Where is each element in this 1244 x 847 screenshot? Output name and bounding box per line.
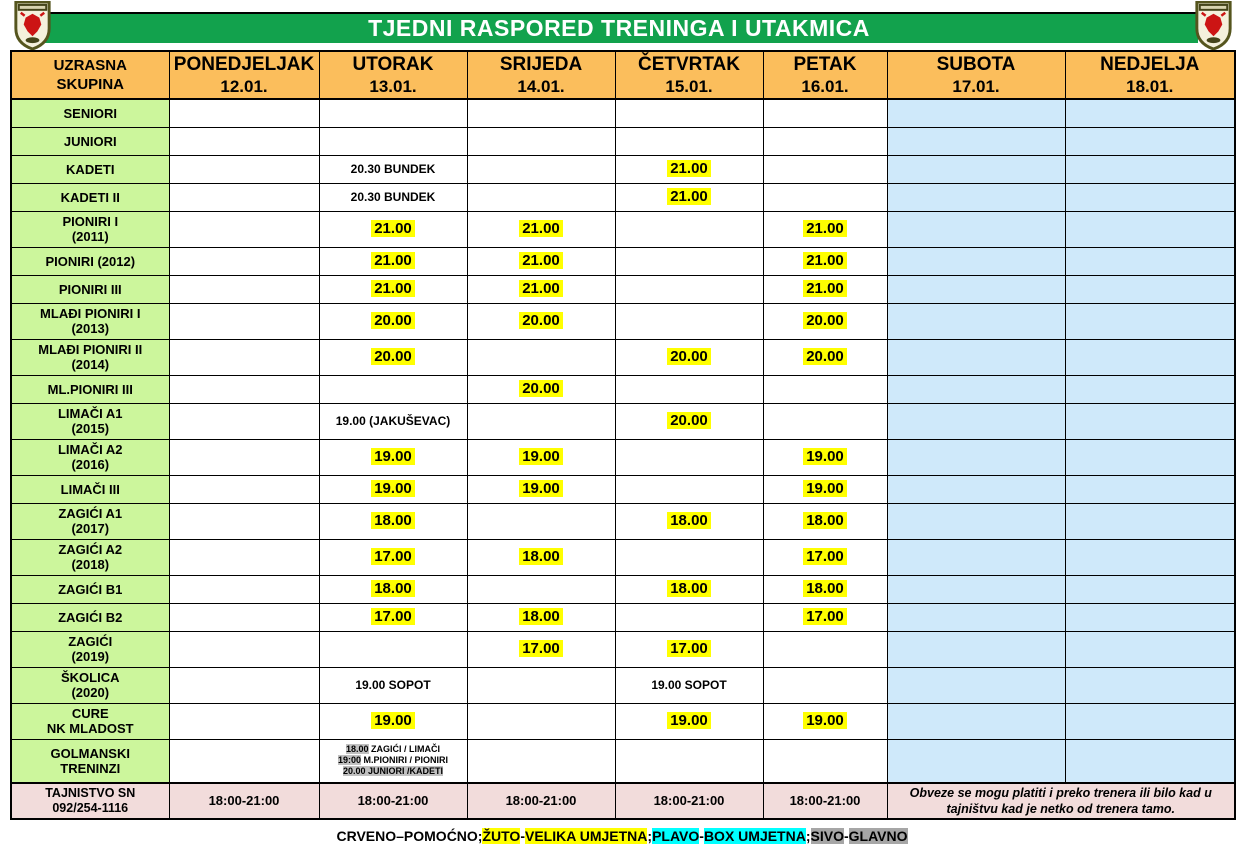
group-label: CURE NK MLADOST: [11, 703, 169, 739]
schedule-cell: [615, 667, 763, 703]
day-name: ČETVRTAK: [637, 54, 741, 75]
schedule-cell: [887, 375, 1065, 403]
time-highlighted: 21.00: [667, 160, 711, 177]
time-highlighted: 17.00: [371, 608, 415, 625]
schedule-cell: [319, 575, 467, 603]
time-highlighted: 21.00: [519, 280, 563, 297]
day-header: [763, 51, 887, 99]
time-highlighted: 21.00: [519, 252, 563, 269]
day-date: 15.01.: [665, 77, 713, 96]
schedule-cell: [887, 211, 1065, 247]
schedule-cell: [1065, 575, 1235, 603]
schedule-cell: [1065, 703, 1235, 739]
secretariat-hours-cell: 18:00-21:00: [169, 783, 319, 819]
schedule-cell: [763, 99, 887, 127]
schedule-cell: [887, 247, 1065, 275]
schedule-cell: [169, 155, 319, 183]
group-label: GOLMANSKI TRENINZI: [11, 739, 169, 783]
schedule-cell: [319, 503, 467, 539]
group-label: SENIORI: [11, 99, 169, 127]
day-header: [319, 51, 467, 99]
schedule-cell: [169, 99, 319, 127]
schedule-cell: [1065, 403, 1235, 439]
day-header: [169, 51, 319, 99]
time-highlighted: 21.00: [803, 280, 847, 297]
secretariat-hours-cell: 18:00-21:00: [615, 783, 763, 819]
schedule-cell: [467, 155, 615, 183]
schedule-cell: [763, 183, 887, 211]
schedule-cell: [763, 303, 887, 339]
schedule-cell: [319, 211, 467, 247]
group-row: [11, 503, 1235, 539]
schedule-cell: 18.00 ZAGIĆI / LIMAČI 19:00 M.PIONIRI / PIONIRI 20.00 JUNIORI /KADETI: [319, 739, 467, 783]
schedule-cell: [887, 127, 1065, 155]
schedule-cell: [169, 475, 319, 503]
schedule-cell: [763, 475, 887, 503]
schedule-cell: [1065, 375, 1235, 403]
schedule-cell: [169, 439, 319, 475]
day-date: 17.01.: [952, 77, 1000, 96]
title-bar: [40, 12, 1198, 43]
schedule-cell: [615, 603, 763, 631]
schedule-cell: [615, 739, 763, 783]
schedule-cell: [467, 375, 615, 403]
time-highlighted: 20.00: [803, 312, 847, 329]
schedule-cell: [467, 339, 615, 375]
schedule-cell: [615, 575, 763, 603]
group-row: [11, 211, 1235, 247]
group-label: ZAGIĆI B2: [11, 603, 169, 631]
time-highlighted: 19.00: [803, 480, 847, 497]
schedule-cell: [887, 99, 1065, 127]
schedule-cell: [763, 539, 887, 575]
schedule-cell: [467, 439, 615, 475]
schedule-cell: [887, 603, 1065, 631]
schedule-table: [10, 50, 1236, 820]
schedule-cell: [615, 375, 763, 403]
schedule-cell: [467, 303, 615, 339]
schedule-cell: [763, 403, 887, 439]
group-row: [11, 703, 1235, 739]
schedule-cell: [319, 475, 467, 503]
schedule-cell: [467, 667, 615, 703]
time-highlighted: 21.00: [519, 220, 563, 237]
group-row: [11, 403, 1235, 439]
schedule-cell: [615, 183, 763, 211]
schedule-cell: [169, 183, 319, 211]
schedule-cell: [615, 503, 763, 539]
group-label: JUNIORI: [11, 127, 169, 155]
schedule-cell: [467, 275, 615, 303]
schedule-cell: [1065, 99, 1235, 127]
time-highlighted: 19.00: [371, 448, 415, 465]
schedule-cell: [467, 99, 615, 127]
schedule-cell: [763, 667, 887, 703]
group-row: [11, 739, 1235, 783]
schedule-cell: [615, 339, 763, 375]
club-crest-logo-right: [1190, 1, 1237, 50]
group-label: ZAGIĆI A1 (2017): [11, 503, 169, 539]
time-highlighted: 19.00: [371, 712, 415, 729]
schedule-cell: [319, 403, 467, 439]
group-label: KADETI II: [11, 183, 169, 211]
day-name: SRIJEDA: [499, 54, 583, 75]
time-highlighted: 19.00: [371, 480, 415, 497]
schedule-cell: [1065, 503, 1235, 539]
group-label: ML.PIONIRI III: [11, 375, 169, 403]
group-row: [11, 631, 1235, 667]
schedule-cell: [763, 439, 887, 475]
time-highlighted: 17.00: [803, 608, 847, 625]
schedule-cell: [887, 539, 1065, 575]
schedule-cell: [169, 211, 319, 247]
group-row: [11, 99, 1235, 127]
schedule-cell: [763, 247, 887, 275]
schedule-cell: [615, 703, 763, 739]
schedule-cell: [763, 339, 887, 375]
group-row: [11, 667, 1235, 703]
schedule-cell: [467, 503, 615, 539]
group-row: [11, 375, 1235, 403]
schedule-cell: [887, 503, 1065, 539]
secretariat-hours-cell: 18:00-21:00: [763, 783, 887, 819]
day-name: NEDJELJA: [1100, 54, 1200, 75]
top-banner: [0, 0, 1244, 50]
group-label: LIMAČI III: [11, 475, 169, 503]
time-highlighted: 21.00: [803, 220, 847, 237]
schedule-cell: [763, 703, 887, 739]
time-highlighted: 21.00: [371, 220, 415, 237]
day-header: [467, 51, 615, 99]
group-row: [11, 539, 1235, 575]
schedule-cell: [1065, 127, 1235, 155]
group-label: ZAGIĆI A2 (2018): [11, 539, 169, 575]
day-date: 13.01.: [369, 77, 417, 96]
schedule-cell: [1065, 667, 1235, 703]
schedule-cell: [1065, 603, 1235, 631]
schedule-cell: [763, 211, 887, 247]
group-label: MLAĐI PIONIRI II (2014): [11, 339, 169, 375]
time-highlighted: 20.00: [371, 348, 415, 365]
schedule-cell: [887, 575, 1065, 603]
schedule-cell: [319, 155, 467, 183]
schedule-cell: [615, 303, 763, 339]
group-label: LIMAČI A1 (2015): [11, 403, 169, 439]
schedule-cell: [169, 503, 319, 539]
day-name: PETAK: [793, 54, 857, 75]
group-row: [11, 603, 1235, 631]
day-date: 14.01.: [517, 77, 565, 96]
schedule-cell: [763, 631, 887, 667]
time-highlighted: 18.00: [519, 548, 563, 565]
secretariat-hours-cell: 18:00-21:00: [319, 783, 467, 819]
legend-segment: ;: [805, 828, 811, 844]
schedule-cell: [467, 127, 615, 155]
schedule-cell: [1065, 275, 1235, 303]
schedule-cell: [467, 183, 615, 211]
time-highlighted: 18.00: [667, 580, 711, 597]
day-header-row: [11, 51, 1235, 99]
corner-header: [11, 51, 169, 99]
schedule-cell: [319, 667, 467, 703]
schedule-cell: [169, 303, 319, 339]
schedule-cell: [887, 439, 1065, 475]
secretariat-row: [11, 783, 1235, 819]
schedule-cell: [615, 155, 763, 183]
schedule-cell: [319, 539, 467, 575]
schedule-cell: [467, 631, 615, 667]
schedule-cell: [615, 127, 763, 155]
schedule-cell: [1065, 155, 1235, 183]
day-date: 18.01.: [1126, 77, 1174, 96]
schedule-cell: [615, 475, 763, 503]
schedule-cell: [319, 703, 467, 739]
group-label: LIMAČI A2 (2016): [11, 439, 169, 475]
time-highlighted: 19.00: [803, 712, 847, 729]
group-row: [11, 155, 1235, 183]
legend-segment: -: [843, 828, 849, 844]
group-label: MLAĐI PIONIRI I (2013): [11, 303, 169, 339]
day-header: [887, 51, 1065, 99]
schedule-cell: [763, 127, 887, 155]
legend-segment: PLAVO: [652, 828, 700, 844]
schedule-cell: [319, 183, 467, 211]
time-highlighted: 21.00: [667, 188, 711, 205]
schedule-cell: [763, 155, 887, 183]
group-label: PIONIRI III: [11, 275, 169, 303]
schedule-cell: [615, 403, 763, 439]
schedule-cell: [887, 303, 1065, 339]
schedule-cell: [169, 403, 319, 439]
group-row: [11, 475, 1235, 503]
schedule-body: [11, 99, 1235, 819]
time-highlighted: 17.00: [371, 548, 415, 565]
schedule-cell: [763, 603, 887, 631]
secretariat-label: TAJNISTVO SN 092/254-1116: [11, 783, 169, 819]
schedule-cell: [615, 275, 763, 303]
schedule-cell: [169, 575, 319, 603]
time-highlighted: 20.00: [667, 348, 711, 365]
time-highlighted: 18.00: [803, 580, 847, 597]
group-label: KADETI: [11, 155, 169, 183]
corner-header-line2: SKUPINA: [56, 76, 124, 93]
day-name: UTORAK: [352, 54, 434, 75]
group-row: [11, 127, 1235, 155]
schedule-cell: [763, 739, 887, 783]
schedule-cell: [763, 503, 887, 539]
day-header: [1065, 51, 1235, 99]
day-header: [615, 51, 763, 99]
time-plain: 20.30 BUNDEK: [350, 162, 436, 176]
schedule-cell: [319, 303, 467, 339]
schedule-cell: [319, 439, 467, 475]
time-plain: 20.30 BUNDEK: [350, 190, 436, 204]
schedule-cell: [169, 667, 319, 703]
schedule-cell: [887, 339, 1065, 375]
schedule-cell: [887, 155, 1065, 183]
schedule-cell: [319, 603, 467, 631]
schedule-cell: [169, 275, 319, 303]
schedule-cell: [615, 539, 763, 575]
time-highlighted: 17.00: [667, 640, 711, 657]
schedule-cell: [169, 375, 319, 403]
schedule-cell: [887, 631, 1065, 667]
time-highlighted: 21.00: [803, 252, 847, 269]
time-highlighted: 19.00: [519, 448, 563, 465]
schedule-cell: [615, 99, 763, 127]
schedule-cell: [1065, 631, 1235, 667]
time-highlighted: 21.00: [371, 252, 415, 269]
club-crest-logo-left: [9, 1, 56, 50]
group-label: ZAGIĆI B1: [11, 575, 169, 603]
schedule-cell: [887, 739, 1065, 783]
group-label: PIONIRI (2012): [11, 247, 169, 275]
day-name: PONEDJELJAK: [173, 54, 315, 75]
schedule-cell: [169, 247, 319, 275]
schedule-cell: [763, 575, 887, 603]
time-highlighted: 17.00: [803, 548, 847, 565]
schedule-cell: [319, 339, 467, 375]
schedule-cell: [615, 247, 763, 275]
schedule-cell: [467, 211, 615, 247]
time-highlighted: 19.00: [803, 448, 847, 465]
group-row: [11, 247, 1235, 275]
legend-segment: BOX UMJETNA: [703, 828, 806, 844]
schedule-cell: [615, 439, 763, 475]
time-highlighted: 20.00: [371, 312, 415, 329]
schedule-cell: [887, 183, 1065, 211]
schedule-cell: [467, 603, 615, 631]
group-row: [11, 303, 1235, 339]
schedule-cell: [467, 739, 615, 783]
schedule-cell: [319, 631, 467, 667]
group-label: ZAGIĆI (2019): [11, 631, 169, 667]
schedule-cell: [615, 211, 763, 247]
time-highlighted: 21.00: [371, 280, 415, 297]
time-highlighted: 18.00: [371, 580, 415, 597]
schedule-cell: [319, 275, 467, 303]
group-label: PIONIRI I (2011): [11, 211, 169, 247]
time-highlighted: 18.00: [667, 512, 711, 529]
schedule-cell: [467, 247, 615, 275]
day-date: 16.01.: [801, 77, 849, 96]
page-title: TJEDNI RASPORED TRENINGA I UTAKMICA: [368, 15, 870, 41]
schedule-cell: [1065, 339, 1235, 375]
legend-segment: CRVENO–POMOĆNO;: [336, 828, 483, 844]
day-name: SUBOTA: [936, 54, 1016, 75]
schedule-cell: [467, 475, 615, 503]
schedule-cell: [467, 575, 615, 603]
corner-header-line1: UZRASNA: [53, 57, 127, 74]
legend-segment: -: [520, 828, 525, 844]
time-highlighted: 20.00: [519, 312, 563, 329]
legend: [0, 828, 1244, 844]
group-label: ŠKOLICA (2020): [11, 667, 169, 703]
schedule-cell: [467, 403, 615, 439]
schedule-cell: [467, 539, 615, 575]
schedule-cell: [1065, 439, 1235, 475]
schedule-cell: [763, 275, 887, 303]
time-highlighted: 17.00: [519, 640, 563, 657]
schedule-cell: [169, 631, 319, 667]
legend-segment: VELIKA UMJETNA: [525, 828, 648, 844]
schedule-cell: [319, 127, 467, 155]
legend-segment: GLAVNO: [848, 828, 908, 844]
schedule-cell: [169, 703, 319, 739]
schedule-cell: [615, 631, 763, 667]
time-highlighted: 18.00: [519, 608, 563, 625]
time-highlighted: 18.00: [371, 512, 415, 529]
legend-segment: SIVO: [810, 828, 844, 844]
time-highlighted: 20.00: [519, 380, 563, 397]
schedule-cell: [169, 339, 319, 375]
time-plain: 19.00 SOPOT: [355, 678, 431, 692]
schedule-cell: [887, 475, 1065, 503]
legend-segment: ;: [647, 828, 653, 844]
schedule-cell: [1065, 247, 1235, 275]
secretariat-hours-cell: 18:00-21:00: [467, 783, 615, 819]
time-highlighted: 18.00: [803, 512, 847, 529]
schedule-cell: [1065, 475, 1235, 503]
time-highlighted: 19.00: [519, 480, 563, 497]
schedule-cell: [1065, 211, 1235, 247]
group-row: [11, 339, 1235, 375]
schedule-cell: [1065, 183, 1235, 211]
schedule-cell: [169, 127, 319, 155]
time-highlighted: 20.00: [667, 412, 711, 429]
payment-note: Obveze se mogu platiti i preko trenera ili bilo kad u tajništvu kad je netko od trenera tamo.: [887, 783, 1235, 819]
group-row: [11, 575, 1235, 603]
schedule-cell: [1065, 539, 1235, 575]
schedule-cell: [169, 603, 319, 631]
schedule-cell: [1065, 303, 1235, 339]
group-row: [11, 183, 1235, 211]
group-row: [11, 439, 1235, 475]
schedule-cell: [169, 739, 319, 783]
legend-segment: -: [699, 828, 704, 844]
day-date: 12.01.: [220, 77, 268, 96]
schedule-cell: [319, 99, 467, 127]
schedule-cell: [887, 275, 1065, 303]
schedule-cell: [319, 375, 467, 403]
schedule-cell: [887, 403, 1065, 439]
time-plain: 19.00 (JAKUŠEVAC): [335, 414, 451, 428]
schedule-cell: [319, 247, 467, 275]
schedule-cell: [1065, 739, 1235, 783]
time-highlighted: 19.00: [667, 712, 711, 729]
group-row: [11, 275, 1235, 303]
schedule-cell: [887, 667, 1065, 703]
time-highlighted: 20.00: [803, 348, 847, 365]
schedule-cell: [887, 703, 1065, 739]
schedule-cell: [467, 703, 615, 739]
schedule-cell: [763, 375, 887, 403]
time-plain: 19.00 SOPOT: [651, 678, 727, 692]
legend-segment: ŽUTO: [482, 828, 521, 844]
schedule-cell: [169, 539, 319, 575]
